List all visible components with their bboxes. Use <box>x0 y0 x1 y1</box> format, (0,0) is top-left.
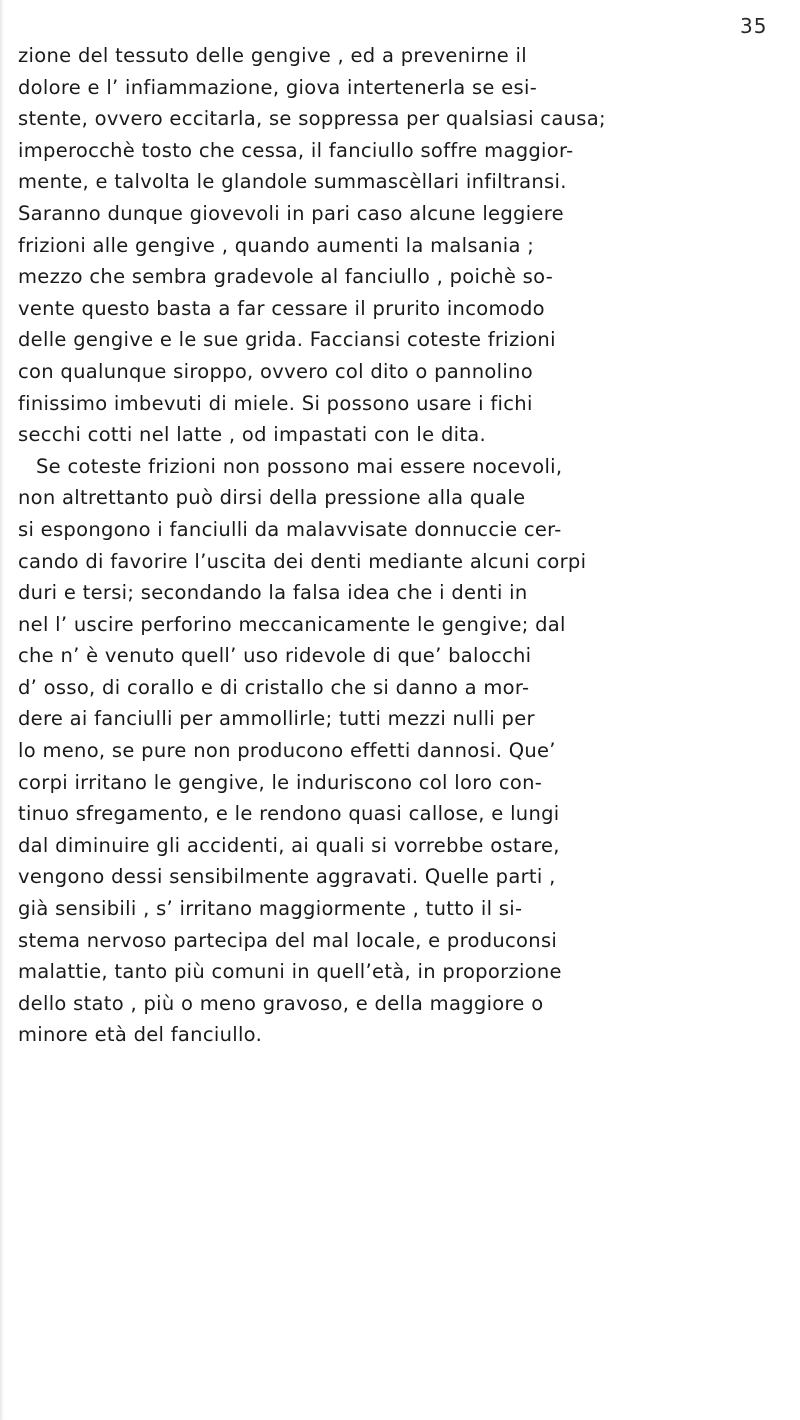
text-line: dal diminuire gli accidenti, ai quali si vorrebbe ostare, <box>18 833 560 857</box>
text-line: mezzo che sembra gradevole al fanciullo , poichè so- <box>18 265 554 289</box>
text-line: tinuo sfregamento, e le rendono quasi callose, e lungi <box>18 802 560 826</box>
text-line: frizioni alle gengive , quando aumenti la malsania ; <box>18 233 535 257</box>
text-line: lo meno, se pure non producono effetti dannosi. Que’ <box>18 739 556 763</box>
paragraph-start-line: Se coteste frizioni non possono mai essere nocevoli, <box>36 454 563 478</box>
text-line: dello stato , più o meno gravoso, e della maggiore o <box>18 991 544 1015</box>
text-line: d’ osso, di corallo e di cristallo che si danno a mor- <box>18 675 530 699</box>
text-line: con qualunque siroppo, ovvero col dito o pannolino <box>18 359 533 383</box>
text-line: malattie, tanto più comuni in quell’età, in proporzione <box>18 960 562 984</box>
text-line: secchi cotti nel latte , od impastati con le dita. <box>18 423 487 447</box>
text-line: vengono dessi sensibilmente aggravati. Quelle parti , <box>18 865 556 889</box>
text-line: che n’ è venuto quell’ uso ridevole di que’ balocchi <box>18 644 532 668</box>
text-line: mente, e talvolta le glandole summascèllari infiltransi. <box>18 170 567 194</box>
text-line: finissimo imbevuti di miele. Si possono usare i fichi <box>18 391 533 415</box>
body-text <box>18 40 788 1051</box>
text-line: zione del tessuto delle gengive , ed a prevenirne il <box>18 44 527 67</box>
text-line: vente questo basta a far cessare il prurito incomodo <box>18 296 545 320</box>
page-gutter-shadow <box>0 0 4 1420</box>
text-line: Saranno dunque giovevoli in pari caso alcune leggiere <box>18 201 564 225</box>
text-line: già sensibili , s’ irritano maggiormente , tutto il si- <box>18 897 523 921</box>
text-line: nel l’ uscire perforino meccanicamente le gengive; dal <box>18 612 566 636</box>
text-line: minore età del fanciullo. <box>18 1023 263 1047</box>
page-number: 35 <box>740 14 768 38</box>
text-line: delle gengive e le sue grida. Facciansi coteste frizioni <box>18 328 556 352</box>
text-line: imperocchè tosto che cessa, il fanciullo soffre maggior- <box>18 138 574 162</box>
text-line: si espongono i fanciulli da malavvisate donnuccie cer- <box>18 517 562 541</box>
text-line: stente, ovvero eccitarla, se soppressa per qualsiasi causa; <box>18 107 606 131</box>
text-line: dolore e l’ infiammazione, giova intertenerla se esi- <box>18 75 538 99</box>
text-line: non altrettanto può dirsi della pressione alla quale <box>18 486 526 510</box>
text-line: cando di favorire l’uscita dei denti mediante alcuni corpi <box>18 549 587 573</box>
text-line: corpi irritano le gengive, le induriscono col loro con- <box>18 770 543 794</box>
text-line: dere ai fanciulli per ammollirle; tutti mezzi nulli per <box>18 707 535 731</box>
text-line: stema nervoso partecipa del mal locale, e produconsi <box>18 928 558 952</box>
text-line: duri e tersi; secondando la falsa idea che i denti in <box>18 581 528 605</box>
